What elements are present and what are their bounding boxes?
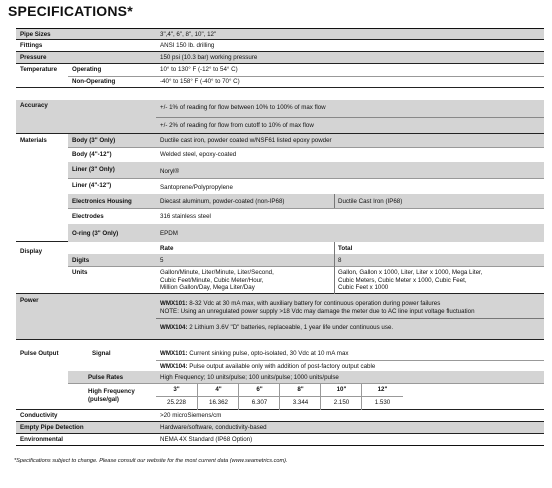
- hf-column: [320, 383, 361, 410]
- row-accuracy: [16, 100, 544, 134]
- power-wmx104-text: 2 Lithium 3.6V "D" batteries, replaceable, 1 year life under continuous use.: [187, 324, 394, 331]
- temperature-nonop-value: -40° to 158° F (-40° to 70° C): [160, 78, 240, 85]
- hf-column: [197, 383, 238, 410]
- display-units-label: Units: [72, 269, 88, 276]
- signal-104-model: WMX104:: [160, 363, 188, 370]
- signal-104-text: Pulse output available only with addition of post-factory output cable: [187, 363, 376, 370]
- units-total-line-1: Gallon, Gallon x 1000, Liter, Liter x 1000, Mega Liter,: [338, 269, 483, 276]
- row-pulse-output: [16, 346, 544, 410]
- hf-column: [279, 383, 320, 410]
- hf-size: 3": [173, 386, 180, 393]
- row-empty-pipe: [16, 422, 544, 434]
- housing-label: Electronics Housing: [72, 198, 132, 205]
- units-rate-line-2: Cubic Feet/Minute, Cubic Meter/Hour,: [160, 276, 264, 284]
- hf-column: [238, 383, 279, 410]
- display-label: Display: [20, 248, 43, 255]
- conductivity-value: >20 microSiemens/cm: [160, 412, 222, 419]
- liner4-label: Liner (4"-12"): [72, 182, 112, 189]
- hf-size: 8": [297, 386, 304, 393]
- housing-value-2: Ductile Cast Iron (IP68): [338, 198, 403, 205]
- units-total-line-3: Cubic Feet x 1000: [338, 284, 389, 291]
- hf-size: 4": [215, 386, 222, 393]
- display-digits-rate: 5: [160, 257, 164, 264]
- body3-label: Body (3" Only): [72, 137, 116, 144]
- body4-label: Body (4"-12"): [72, 151, 112, 158]
- display-digits-total: 8: [338, 257, 342, 264]
- hf-value: 6.307: [251, 399, 268, 406]
- row-materials: [16, 134, 544, 242]
- hf-size: 12": [377, 386, 388, 393]
- housing-value-1: Diecast aluminum, powder-coated (non-IP68): [160, 198, 285, 205]
- hf-value: 25.228: [167, 399, 186, 406]
- signal-101-model: WMX101:: [160, 350, 188, 357]
- temperature-label: Temperature: [20, 66, 58, 73]
- row-fittings: [16, 40, 544, 52]
- pressure-label: Pressure: [20, 54, 47, 61]
- hf-label-2: (pulse/gal): [88, 395, 119, 403]
- power-wmx104-model: WMX104:: [160, 324, 188, 331]
- empty-pipe-value: Hardware/software, conductivity-based: [160, 424, 267, 431]
- accuracy-label: Accuracy: [20, 102, 48, 109]
- pulse-rates-value: High Frequency; 10 units/pulse; 100 units/pulse; 1000 units/pulse: [160, 374, 339, 381]
- power-label: Power: [20, 297, 39, 304]
- pipe-sizes-label: Pipe Sizes: [20, 31, 51, 38]
- hf-label-1: High Frequency: [88, 388, 135, 395]
- conductivity-label: Conductivity: [20, 412, 58, 419]
- pulse-signal-label: Signal: [92, 350, 111, 357]
- fittings-value: ANSI 150 lb. drilling: [160, 42, 215, 49]
- environmental-value: NEMA 4X Standard (IP68 Option): [160, 436, 253, 443]
- power-wmx101-note: NOTE: Using an unregulated power supply >18 Vdc may damage the meter due to AC line input voltage fluctuation: [160, 307, 475, 315]
- hf-size: 6": [256, 386, 263, 393]
- footnote: *Specifications subject to change. Please consult our website for the most current data (www.seametrics.com).: [14, 458, 288, 464]
- hf-column: [361, 383, 402, 410]
- display-total-header: Total: [338, 245, 353, 252]
- display-rate-header: Rate: [160, 245, 174, 252]
- units-rate-line-1: Gallon/Minute, Liter/Minute, Liter/Second,: [160, 269, 274, 276]
- units-total-line-2: Cubic Meters, Cubic Meter x 1000, Cubic Feet,: [338, 276, 467, 284]
- hf-size: 10": [336, 386, 347, 393]
- temperature-operating-value: 10° to 130° F (-12° to 54° C): [160, 66, 238, 73]
- pressure-value: 150 psi (10.3 bar) working pressure: [160, 54, 258, 61]
- empty-pipe-label: Empty Pipe Detection: [20, 424, 84, 431]
- hf-value: 16.362: [209, 399, 228, 406]
- liner3-label: Liner (3" Only): [72, 166, 115, 173]
- row-pipe-sizes: [16, 28, 544, 40]
- body3-value: Ductile cast iron, powder coated w/NSF61 listed epoxy powder: [160, 137, 332, 144]
- materials-label: Materials: [20, 137, 47, 144]
- power-wmx101: [160, 300, 440, 308]
- power-wmx104: [160, 324, 393, 332]
- pulse-output-label: Pulse Output: [20, 350, 59, 357]
- row-pressure: [16, 52, 544, 64]
- environmental-label: Environmental: [20, 436, 63, 443]
- electrodes-value: 316 stainless steel: [160, 213, 211, 220]
- hf-value: 1.530: [374, 399, 391, 406]
- row-display: [16, 242, 544, 294]
- liner4-value: Santoprene/Polypropylene: [160, 184, 233, 191]
- page-title: SPECIFICATIONS*: [8, 3, 133, 19]
- power-wmx101-text: 8-32 Vdc at 30 mA max, with auxiliary battery for continuous operation during power failures: [187, 300, 441, 307]
- row-environmental: [16, 434, 544, 446]
- hf-column: [156, 383, 197, 410]
- temperature-nonop-label: Non-Operating: [72, 78, 116, 85]
- oring-value: EPDM: [160, 230, 178, 237]
- oring-label: O-ring (3" Only): [72, 230, 119, 237]
- electrodes-label: Electrodes: [72, 213, 104, 220]
- hf-grid: [156, 383, 402, 410]
- pulse-signal-101: [160, 350, 348, 358]
- accuracy-line-1: +/- 1% of reading for flow between 10% to 100% of max flow: [160, 104, 326, 111]
- row-conductivity: [16, 410, 544, 422]
- accuracy-line-2: +/- 2% of reading for flow from cutoff to 10% of max flow: [160, 122, 314, 129]
- display-digits-label: Digits: [72, 257, 90, 264]
- signal-101-text: Current sinking pulse, opto-isolated, 30 Vdc at 10 mA max: [187, 350, 349, 357]
- row-power: [16, 294, 544, 340]
- hf-value: 3.344: [292, 399, 309, 406]
- pulse-signal-104: [160, 363, 375, 371]
- units-rate-line-3: Million Gallon/Day, Mega Liter/Day: [160, 284, 255, 291]
- temperature-operating-label: Operating: [72, 66, 102, 73]
- body4-value: Welded steel, epoxy-coated: [160, 151, 237, 158]
- hf-value: 2.150: [333, 399, 350, 406]
- liner3-value: Noryl®: [160, 168, 179, 175]
- pipe-sizes-value: 3",4", 6", 8", 10", 12": [160, 31, 217, 38]
- pulse-rates-label: Pulse Rates: [88, 374, 124, 381]
- fittings-label: Fittings: [20, 42, 43, 49]
- power-wmx101-model: WMX101:: [160, 300, 188, 307]
- row-temperature: [16, 64, 544, 88]
